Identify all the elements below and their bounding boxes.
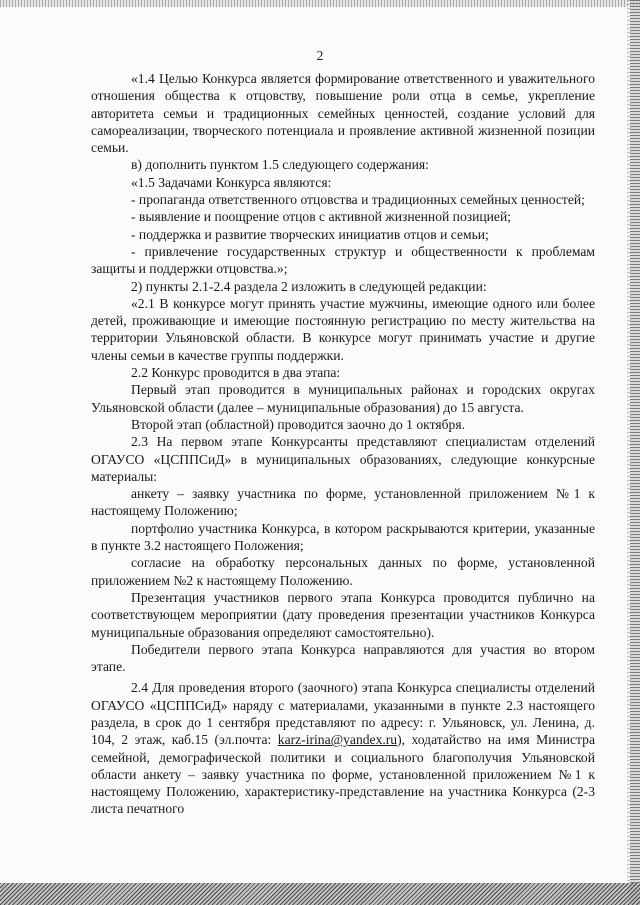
list-item-propaganda: - пропаганда ответственного отцовства и традиционных семейных ценностей; bbox=[131, 192, 585, 208]
scan-edge-right bbox=[630, 0, 640, 905]
list-item-identification: - выявление и поощрение отцов с активной жизненной позицией; bbox=[131, 209, 512, 225]
paragraph-2-4-start: 2.4 Для проведения второго (заочного) этапа Конкурса специалисты отделений ОГАУСО «ЦСППСиД» наряду с материалами, указанными в пункте 2.3 настоящего раздела, в срок до 1 сентября представляют по адресу: г. Ульяновск, ул. Ленина, д. 104, 2 этаж, каб.15 (эл.почта: bbox=[91, 680, 595, 748]
scan-edge-right-inner bbox=[627, 0, 630, 905]
paragraph-2-4 bbox=[91, 679, 595, 817]
paragraph-2-4-end: ), ходатайство на имя Министра семейной, демографической политики и социального благополучия Ульяновской области анкету – заявку участника по форме, установленной приложением №1 к настоящему Положению, характеристику-представление на участника Конкурса (2-3 листа печатного bbox=[91, 732, 595, 817]
email-address: karz-irina@yandex.ru bbox=[277, 732, 398, 748]
paragraph-second-stage: Второй этап (областной) проводится заочно до 1 октября. bbox=[131, 416, 465, 432]
paragraph-consent: согласие на обработку персональных данных по форме, установленной приложением №2 к настоящему Положению. bbox=[91, 555, 595, 588]
paragraph-1-5: «1.5 Задачами Конкурса являются: bbox=[131, 174, 332, 190]
paragraph-amend-v: в) дополнить пунктом 1.5 следующего содержания: bbox=[131, 157, 429, 173]
paragraph-amend-2: 2) пункты 2.1-2.4 раздела 2 изложить в следующей редакции: bbox=[131, 278, 487, 294]
list-item-support: - поддержка и развитие творческих инициатив отцов и семьи; bbox=[131, 226, 489, 242]
paragraph-first-stage: Первый этап проводится в муниципальных районах и городских округах Ульяновской области (далее – муниципальные образования) до 15 августа. bbox=[91, 382, 595, 415]
list-item-involvement: - привлечение государственных структур и общественности к проблемам защиты и поддержки отцовства.»; bbox=[91, 243, 595, 277]
paragraph-2-1: «2.1 В конкурсе могут принять участие мужчины, имеющие одного или более детей, проживающие и имеющие постоянную регистрацию по месту жительства на территории Ульяновской области. В конкурсе могут принимать участие и другие члены семьи в качестве группы поддержки. bbox=[91, 295, 595, 363]
scan-edge-top bbox=[0, 0, 640, 7]
paragraph-winners: Победители первого этапа Конкурса направляются для участия во втором этапе. bbox=[91, 641, 595, 675]
paragraph-application-form: анкету – заявку участника по форме, установленной приложением №1 к настоящему Положению; bbox=[91, 486, 595, 519]
paragraph-2-2: 2.2 Конкурс проводится в два этапа: bbox=[131, 365, 341, 381]
paragraph-2-3: 2.3 На первом этапе Конкурсанты представляют специалистам отделений ОГАУСО «ЦСППСиД» в муниципальных образованиях, следующие конкурсные материалы: bbox=[91, 434, 595, 484]
document-body bbox=[91, 70, 595, 818]
paragraph-1-4: «1.4 Целью Конкурса является формирование ответственного и уважительного отношения общества к отцовству, повышение роли отца в семье, укрепление авторитета семьи и традиционных семейных ценностей, создание условий для самореализации, творческого потенциала и проявление активной жизненной позиции семьи. bbox=[91, 71, 595, 156]
paragraph-presentation: Презентация участников первого этапа Конкурса проводится публично на соответствующем мероприятии (дату проведения презентации участников Конкурса муниципальные образования определяют самостоятельно). bbox=[91, 589, 595, 640]
scan-edge-bottom bbox=[0, 883, 640, 905]
page-number: 2 bbox=[316, 48, 324, 63]
paragraph-portfolio: портфолио участника Конкурса, в котором раскрываются критерии, указанные в пункте 3.2 настоящего Положения; bbox=[91, 520, 595, 554]
